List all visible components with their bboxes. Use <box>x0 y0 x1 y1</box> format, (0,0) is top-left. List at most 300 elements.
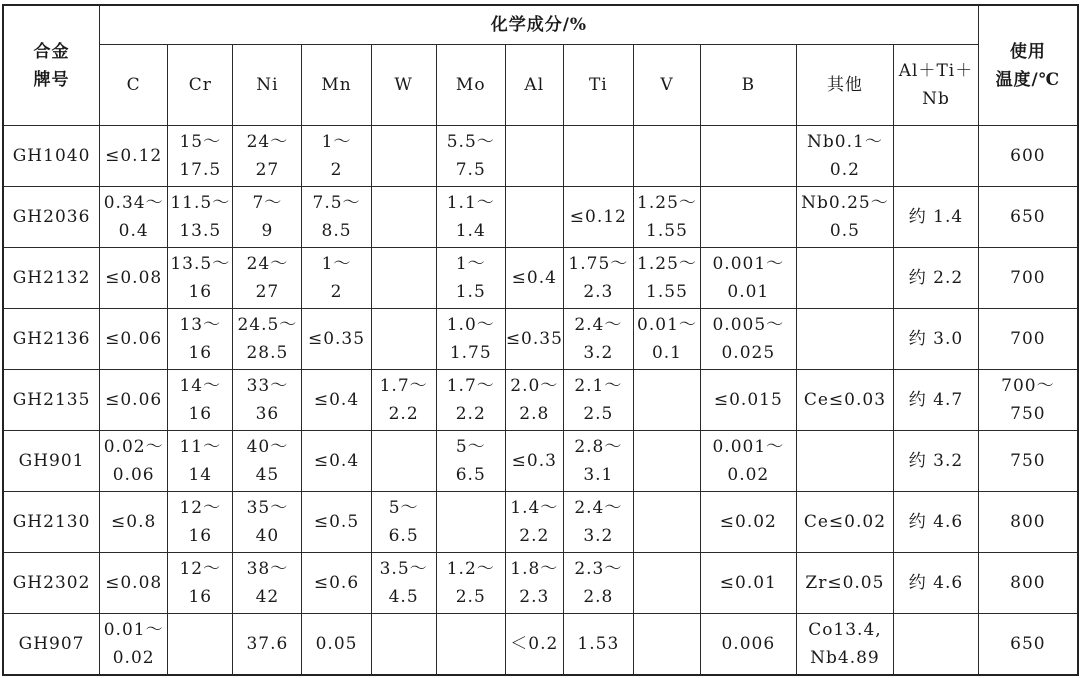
cell-line: 1.4～ <box>510 498 559 518</box>
composition-cell <box>633 492 700 553</box>
composition-cell <box>633 187 700 248</box>
alloy-grade-header-line2: 牌号 <box>33 69 70 90</box>
composition-cell <box>233 126 302 187</box>
cell-line: 36 <box>255 404 280 424</box>
composition-cell <box>894 553 978 614</box>
composition-cell <box>563 126 633 187</box>
composition-cell <box>563 370 633 431</box>
element-header <box>168 45 233 126</box>
composition-cell <box>371 614 436 675</box>
cell-line: 700 <box>1010 268 1046 288</box>
temperature-header <box>978 5 1078 126</box>
cell-line: ≤0.4 <box>313 451 360 471</box>
cell-line: 2.2 <box>519 526 550 546</box>
table-row <box>3 126 1078 187</box>
cell-line: 约 4.6 <box>908 512 964 532</box>
cell-line: 14～ <box>179 376 222 396</box>
cell-line: 2.5 <box>583 404 614 424</box>
composition-cell <box>505 187 563 248</box>
cell-line: 0.005～ <box>712 315 785 335</box>
composition-cell <box>796 248 894 309</box>
cell-line: 3.2 <box>583 343 614 363</box>
element-header-line: Al <box>524 75 545 95</box>
cell-line: 0.1 <box>651 343 682 363</box>
composition-cell <box>701 553 797 614</box>
element-header-line: Mo <box>455 75 486 95</box>
cell-line: 1.25～ <box>637 254 697 274</box>
cell-line: 15～ <box>179 132 222 152</box>
table-row <box>3 614 1078 675</box>
composition-cell <box>100 614 168 675</box>
element-header <box>371 45 436 126</box>
cell-line: 700～ <box>1001 376 1055 396</box>
cell-line: ≤0.35 <box>307 329 366 349</box>
alloy-grade-cell: GH1040 <box>3 126 100 187</box>
cell-line: 0.05 <box>315 633 358 654</box>
cell-line: 2.2 <box>388 404 419 424</box>
composition-cell <box>796 553 894 614</box>
element-header-line: Ti <box>588 75 608 95</box>
cell-line: 4.5 <box>388 587 419 607</box>
composition-cell <box>100 309 168 370</box>
cell-line: 700 <box>1010 329 1046 349</box>
composition-cell <box>302 370 371 431</box>
composition-cell <box>371 126 436 187</box>
element-header <box>563 45 633 126</box>
cell-line: 1.2～ <box>446 559 495 579</box>
composition-cell <box>100 126 168 187</box>
element-header-line: Ni <box>256 75 279 95</box>
table-row <box>3 309 1078 370</box>
table-row <box>3 553 1078 614</box>
cell-line: 0.2 <box>829 160 860 180</box>
composition-cell <box>168 492 233 553</box>
cell-line: 0.34～ <box>103 193 164 213</box>
composition-cell <box>233 370 302 431</box>
element-header-line: Nb <box>922 89 950 109</box>
composition-cell <box>796 370 894 431</box>
cell-line: 1.7～ <box>379 376 428 396</box>
cell-line: 16 <box>188 343 213 363</box>
composition-cell <box>796 492 894 553</box>
cell-line: 2.3 <box>519 587 550 607</box>
temperature-cell <box>978 370 1078 431</box>
cell-line: 13～ <box>179 315 222 335</box>
composition-cell <box>563 614 633 675</box>
composition-cell <box>371 187 436 248</box>
cell-line: ≤0.08 <box>105 268 163 288</box>
cell-line: 约 3.2 <box>908 451 964 471</box>
cell-line: 16 <box>188 526 213 546</box>
cell-line: 2 <box>330 282 343 302</box>
cell-line: 750 <box>1010 451 1046 471</box>
alloy-grade-cell: GH901 <box>3 431 100 492</box>
cell-line: ≤0.6 <box>313 573 360 593</box>
composition-cell <box>168 309 233 370</box>
composition-cell <box>233 187 302 248</box>
cell-line: 16 <box>188 404 213 424</box>
composition-cell <box>894 248 978 309</box>
cell-line: 12～ <box>179 498 222 518</box>
cell-line: ≤0.5 <box>313 512 360 532</box>
alloy-grade-cell: GH2302 <box>3 553 100 614</box>
table-row <box>3 187 1078 248</box>
element-header-line: B <box>741 75 756 95</box>
composition-cell <box>100 431 168 492</box>
composition-cell <box>701 370 797 431</box>
composition-cell <box>505 248 563 309</box>
composition-cell <box>633 431 700 492</box>
cell-line: Nb4.89 <box>810 647 880 668</box>
cell-line: 38～ <box>246 559 289 579</box>
composition-cell <box>701 248 797 309</box>
cell-line: 1～ <box>455 254 486 274</box>
composition-cell <box>100 370 168 431</box>
cell-line: 2.1～ <box>574 376 623 396</box>
alloy-composition-table <box>2 4 1079 676</box>
composition-cell <box>796 187 894 248</box>
composition-cell <box>796 431 894 492</box>
cell-line: 2.0～ <box>510 376 559 396</box>
cell-line: 约 1.4 <box>908 207 964 227</box>
composition-cell <box>302 309 371 370</box>
composition-cell <box>796 126 894 187</box>
cell-line: 28.5 <box>246 343 289 363</box>
composition-cell <box>894 370 978 431</box>
alloy-grade-cell: GH2135 <box>3 370 100 431</box>
composition-cell <box>894 431 978 492</box>
composition-cell <box>633 553 700 614</box>
cell-line: ≤0.3 <box>511 451 557 471</box>
cell-line: 2.3 <box>583 282 614 302</box>
element-header-row <box>3 45 1078 126</box>
composition-cell <box>436 614 505 675</box>
composition-cell <box>436 553 505 614</box>
cell-line: 650 <box>1010 633 1046 654</box>
cell-line: 0.025 <box>721 343 776 363</box>
cell-line: ≤0.01 <box>719 573 777 593</box>
alloy-grade-cell: GH2136 <box>3 309 100 370</box>
element-header <box>505 45 563 126</box>
composition-cell <box>563 309 633 370</box>
cell-line: 1.1～ <box>446 193 495 213</box>
alloy-grade-cell: GH907 <box>3 614 100 675</box>
composition-cell <box>168 431 233 492</box>
table-row <box>3 370 1078 431</box>
cell-line: 0.01～ <box>637 315 697 335</box>
cell-line: 1.4 <box>455 221 486 241</box>
temperature-header-line1: 使用 <box>1009 41 1046 62</box>
composition-cell <box>701 309 797 370</box>
cell-line: 800 <box>1010 512 1046 532</box>
cell-line: 2.8 <box>583 587 614 607</box>
element-header <box>701 45 797 126</box>
composition-cell <box>371 309 436 370</box>
composition-cell <box>168 248 233 309</box>
cell-line: 约 2.2 <box>908 268 964 288</box>
cell-line: 9 <box>261 221 274 241</box>
cell-line: ≤0.06 <box>105 329 163 349</box>
composition-cell <box>302 187 371 248</box>
composition-cell <box>701 187 797 248</box>
composition-cell <box>233 431 302 492</box>
cell-line: ≤0.8 <box>111 512 157 532</box>
cell-line: 1.53 <box>577 633 620 654</box>
composition-cell <box>168 553 233 614</box>
cell-line: ≤0.06 <box>105 390 163 410</box>
element-header <box>100 45 168 126</box>
cell-line: 11.5～ <box>170 193 231 213</box>
cell-line: ＜0.2 <box>510 633 559 654</box>
composition-cell <box>436 187 505 248</box>
cell-line: 1～ <box>321 132 352 152</box>
alloy-grade-header <box>3 5 100 126</box>
cell-line: 3.1 <box>583 465 614 485</box>
composition-header: 化学成分/% <box>100 5 979 45</box>
cell-line: 2.2 <box>455 404 486 424</box>
composition-cell <box>563 553 633 614</box>
cell-line: 约 4.6 <box>908 573 964 593</box>
composition-cell <box>894 614 978 675</box>
cell-line: ≤0.4 <box>511 268 557 288</box>
temperature-cell <box>978 126 1078 187</box>
alloy-grade-cell: GH2130 <box>3 492 100 553</box>
composition-cell <box>894 492 978 553</box>
temperature-cell <box>978 431 1078 492</box>
composition-cell <box>505 492 563 553</box>
temperature-cell <box>978 553 1078 614</box>
table-row <box>3 248 1078 309</box>
cell-line: Nb0.1～ <box>807 132 883 152</box>
element-header <box>436 45 505 126</box>
composition-cell <box>302 126 371 187</box>
cell-line: 12～ <box>179 559 222 579</box>
composition-cell <box>371 492 436 553</box>
cell-line: 600 <box>1010 146 1046 166</box>
composition-cell <box>701 126 797 187</box>
table-row <box>3 492 1078 553</box>
composition-cell <box>233 248 302 309</box>
alloy-grade-cell: GH2132 <box>3 248 100 309</box>
cell-line: 3.5～ <box>379 559 428 579</box>
composition-cell <box>100 492 168 553</box>
cell-line: 5～ <box>388 498 419 518</box>
composition-cell <box>436 492 505 553</box>
cell-line: 1.0～ <box>446 315 495 335</box>
composition-cell <box>633 309 700 370</box>
cell-line: ≤0.02 <box>719 512 777 532</box>
cell-line: ≤0.12 <box>105 146 163 166</box>
element-header-line: W <box>394 75 413 95</box>
composition-cell <box>701 614 797 675</box>
cell-line: 40 <box>255 526 280 546</box>
cell-line: 5.5～ <box>446 132 495 152</box>
cell-line: 7～ <box>252 193 283 213</box>
cell-line: 27 <box>255 282 280 302</box>
composition-cell <box>436 370 505 431</box>
composition-cell <box>168 126 233 187</box>
cell-line: 2.5 <box>455 587 486 607</box>
cell-line: 45 <box>255 465 280 485</box>
composition-cell <box>302 492 371 553</box>
temperature-cell <box>978 614 1078 675</box>
cell-line: 40～ <box>246 437 289 457</box>
composition-cell <box>100 553 168 614</box>
temperature-header-line2: 温度/℃ <box>995 69 1061 90</box>
composition-cell <box>894 187 978 248</box>
cell-line: 2.3～ <box>574 559 623 579</box>
temperature-cell <box>978 309 1078 370</box>
composition-cell <box>371 248 436 309</box>
cell-line: 2.8～ <box>574 437 623 457</box>
composition-cell <box>563 248 633 309</box>
cell-line: 2.4～ <box>574 498 623 518</box>
composition-cell <box>633 126 700 187</box>
cell-line: 650 <box>1010 207 1046 227</box>
cell-line: 1.55 <box>646 221 688 241</box>
cell-line: 24～ <box>246 254 289 274</box>
cell-line: 16 <box>188 587 213 607</box>
cell-line: Ce≤0.02 <box>803 512 887 532</box>
cell-line: 1.5 <box>455 282 486 302</box>
cell-line: ≤0.4 <box>313 390 360 410</box>
cell-line: 24～ <box>246 132 289 152</box>
composition-cell <box>436 431 505 492</box>
composition-cell <box>302 614 371 675</box>
cell-line: 42 <box>255 587 280 607</box>
cell-line: ≤0.35 <box>505 329 563 349</box>
composition-cell <box>436 309 505 370</box>
cell-line: 0.4 <box>118 221 149 241</box>
composition-cell <box>633 370 700 431</box>
composition-cell <box>436 248 505 309</box>
composition-cell <box>796 309 894 370</box>
composition-cell <box>563 431 633 492</box>
element-header-line: C <box>126 75 141 95</box>
cell-line: 1～ <box>321 254 352 274</box>
cell-line: 0.02～ <box>103 437 164 457</box>
element-header <box>302 45 371 126</box>
composition-cell <box>233 492 302 553</box>
cell-line: Zr≤0.05 <box>805 573 885 593</box>
element-header-line: V <box>660 75 674 95</box>
cell-line: 8.5 <box>321 221 352 241</box>
cell-line: 7.5～ <box>312 193 361 213</box>
cell-line: 24.5～ <box>237 315 298 335</box>
temperature-cell <box>978 187 1078 248</box>
cell-line: 13.5 <box>179 221 222 241</box>
element-header <box>796 45 894 126</box>
cell-line: 约 3.0 <box>908 329 964 349</box>
composition-cell <box>505 370 563 431</box>
composition-cell <box>505 126 563 187</box>
cell-line: 0.006 <box>721 633 776 654</box>
composition-cell <box>894 309 978 370</box>
cell-line: 1.55 <box>646 282 688 302</box>
cell-line: 6.5 <box>388 526 419 546</box>
composition-cell <box>633 614 700 675</box>
element-header-line: Al＋Ti＋ <box>898 61 974 81</box>
cell-line: 35～ <box>246 498 289 518</box>
composition-cell <box>100 187 168 248</box>
cell-line: 0.01 <box>727 282 770 302</box>
composition-cell <box>233 309 302 370</box>
cell-line: 37.6 <box>246 633 289 654</box>
temperature-cell <box>978 248 1078 309</box>
composition-cell <box>505 431 563 492</box>
cell-line: ≤0.08 <box>105 573 163 593</box>
cell-line: 16 <box>188 282 213 302</box>
composition-cell <box>168 370 233 431</box>
composition-cell <box>505 309 563 370</box>
composition-cell <box>505 553 563 614</box>
cell-line: 13.5～ <box>170 254 231 274</box>
composition-cell <box>371 431 436 492</box>
cell-line: 11～ <box>179 437 222 457</box>
composition-cell <box>701 431 797 492</box>
cell-line: ≤0.12 <box>569 207 627 227</box>
cell-line: ≤0.015 <box>713 390 783 410</box>
element-header-line: Mn <box>321 75 352 95</box>
element-header <box>233 45 302 126</box>
cell-line: 1.75～ <box>568 254 629 274</box>
composition-cell <box>233 553 302 614</box>
composition-cell <box>168 614 233 675</box>
element-header-line: 其他 <box>826 75 863 95</box>
element-header <box>633 45 700 126</box>
composition-cell <box>371 553 436 614</box>
composition-cell <box>701 492 797 553</box>
cell-line: 0.001～ <box>712 254 785 274</box>
table-row <box>3 431 1078 492</box>
composition-cell <box>563 187 633 248</box>
cell-line: 0.5 <box>829 221 860 241</box>
cell-line: 5～ <box>455 437 486 457</box>
cell-line: 750 <box>1010 404 1046 424</box>
cell-line: 2.4～ <box>574 315 623 335</box>
cell-line: Ce≤0.03 <box>803 390 887 410</box>
element-header-line: Cr <box>188 75 212 95</box>
cell-line: 6.5 <box>455 465 486 485</box>
composition-cell <box>302 553 371 614</box>
cell-line: 2.8 <box>519 404 550 424</box>
cell-line: 3.2 <box>583 526 614 546</box>
composition-cell <box>168 187 233 248</box>
cell-line: 0.06 <box>112 465 155 485</box>
cell-line: 800 <box>1010 573 1046 593</box>
table-body <box>3 126 1078 675</box>
cell-line: Nb0.25～ <box>801 193 889 213</box>
cell-line: 14 <box>188 465 213 485</box>
cell-line: 0.02 <box>727 465 770 485</box>
composition-cell <box>796 614 894 675</box>
composition-cell <box>505 614 563 675</box>
cell-line: Co13.4, <box>808 619 882 640</box>
composition-cell <box>302 248 371 309</box>
cell-line: 1.8～ <box>510 559 559 579</box>
cell-line: 1.75 <box>449 343 492 363</box>
composition-cell <box>302 431 371 492</box>
cell-line: 33～ <box>246 376 289 396</box>
cell-line: 1.25～ <box>637 193 697 213</box>
cell-line: 7.5 <box>455 160 486 180</box>
temperature-cell <box>978 492 1078 553</box>
cell-line: 27 <box>255 160 280 180</box>
element-header <box>894 45 978 126</box>
cell-line: 0.001～ <box>712 437 785 457</box>
composition-cell <box>233 614 302 675</box>
composition-cell <box>563 492 633 553</box>
